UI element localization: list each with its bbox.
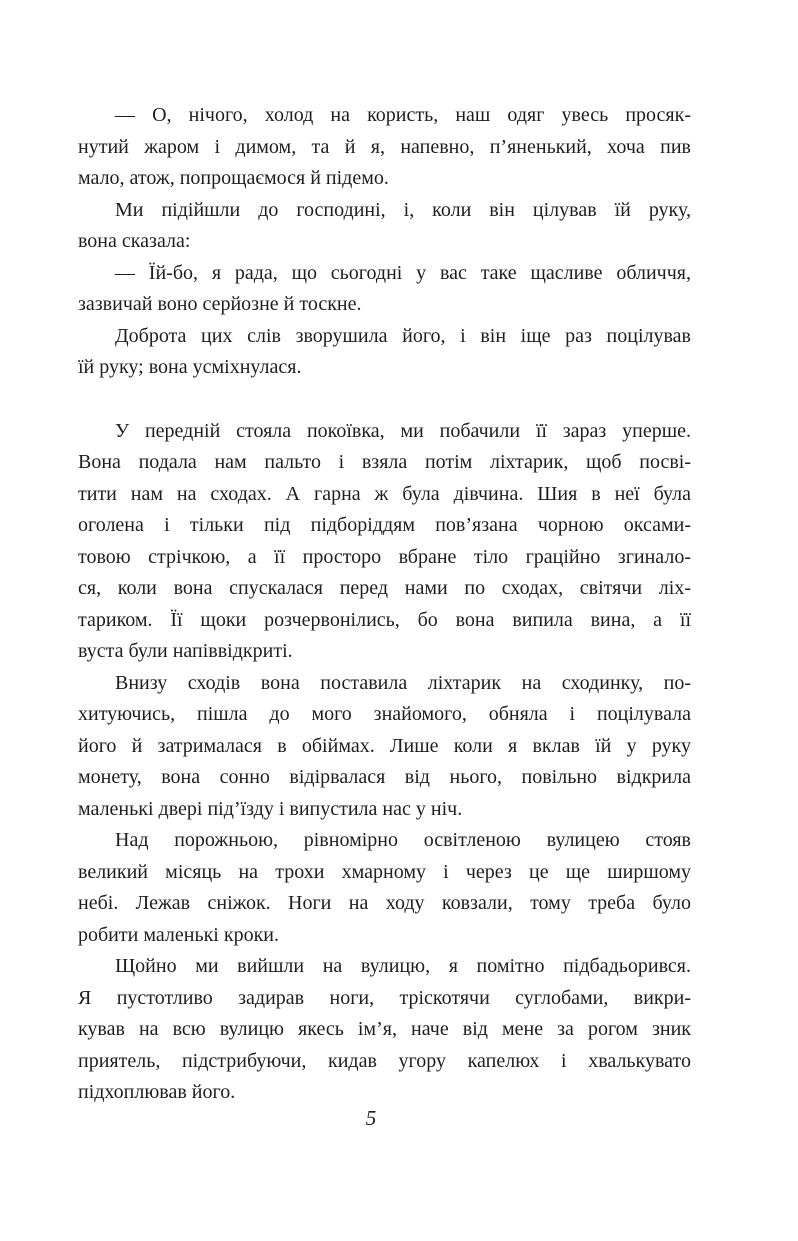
text-line: Внизу сходів вона поставила ліхтарик на сходинку, по-	[115, 671, 691, 694]
text-line: монету, вона сонно відірвалася від нього, повільно відкрила	[78, 766, 691, 788]
text-line: — О, нічого, холод на користь, наш одяг увесь просяк-	[115, 104, 691, 126]
text-line: великий місяць на трохи хмарному і через це ще ширшому	[78, 860, 691, 883]
text-line: — Їй-бо, я рада, що сьогодні у вас таке щасливе обличчя,	[115, 261, 691, 284]
text-line: ся, коли вона спускалася перед нами по сходах, світячи ліх-	[78, 577, 691, 599]
text-line: приятель, підстрибуючи, кидав угору капелюх і хвалькувато	[78, 1049, 691, 1072]
page-body	[78, 100, 691, 1109]
text-line: Ми підійшли до господині, і, коли він цілував їй руку,	[115, 198, 691, 221]
text-line: Доброта цих слів зворушила його, і він іще раз поцілував	[115, 324, 691, 347]
text-line: товою стрічкою, а її просторо вбране тіло граційно згинало-	[78, 545, 691, 568]
paragraph-4	[78, 321, 691, 384]
text-line: вуста були напіввідкриті.	[78, 640, 293, 662]
paragraph-2	[78, 195, 691, 258]
text-line: небі. Лежав сніжок. Ноги на ходу ковзали, тому треба було	[78, 892, 691, 914]
section-break	[78, 384, 691, 416]
paragraph-7	[78, 825, 691, 951]
text-line: нутий жаром і димом, та й я, напевно, п’яненький, хоча пив	[78, 135, 691, 158]
paragraph-3	[78, 258, 691, 321]
text-line: Вона подала нам пальто і взяла потім ліхтарик, щоб посві-	[78, 451, 691, 473]
paragraph-5	[78, 416, 691, 668]
text-line: робити маленькі кроки.	[78, 923, 279, 946]
paragraph-1	[78, 100, 691, 195]
page-number: 5	[365, 1106, 377, 1130]
paragraph-8	[78, 951, 691, 1109]
text-line: маленькі двері під’їзду і випустила нас у ніч.	[78, 797, 463, 820]
text-line: хитуючись, пішла до мого знайомого, обняла і поцілувала	[78, 703, 691, 725]
text-line: оголена і тільки під підборіддям пов’язана чорною оксами-	[78, 514, 691, 536]
text-line: У передній стояла покоївка, ми побачили її зараз уперше.	[115, 419, 691, 442]
text-line: вона сказала:	[78, 230, 191, 252]
text-line: мало, атож, попрощаємося й підемо.	[78, 167, 389, 189]
text-line: Щойно ми вийшли на вулицю, я помітно підбадьорився.	[115, 955, 691, 977]
text-line: зазвичай воно серйозне й тоскне.	[78, 293, 362, 315]
text-line: Над порожньою, рівномірно освітленою вулицею стояв	[115, 829, 691, 851]
text-line: Я пустотливо задирав ноги, тріскотячи суглобами, викри-	[78, 986, 691, 1009]
paragraph-6	[78, 668, 691, 826]
text-line: кував на всю вулицю якесь ім’я, наче від мене за рогом зник	[78, 1018, 691, 1040]
text-line: його й затрималася в обіймах. Лише коли я вклав їй у руку	[78, 734, 691, 757]
text-line: тариком. Її щоки розчервонілись, бо вона випила вина, а її	[78, 608, 691, 631]
text-line: їй руку; вона усміхнулася.	[78, 356, 302, 378]
text-line: тити нам на сходах. А гарна ж була дівчина. Шия в неї була	[78, 482, 691, 505]
text-line: підхоплював його.	[78, 1081, 236, 1103]
